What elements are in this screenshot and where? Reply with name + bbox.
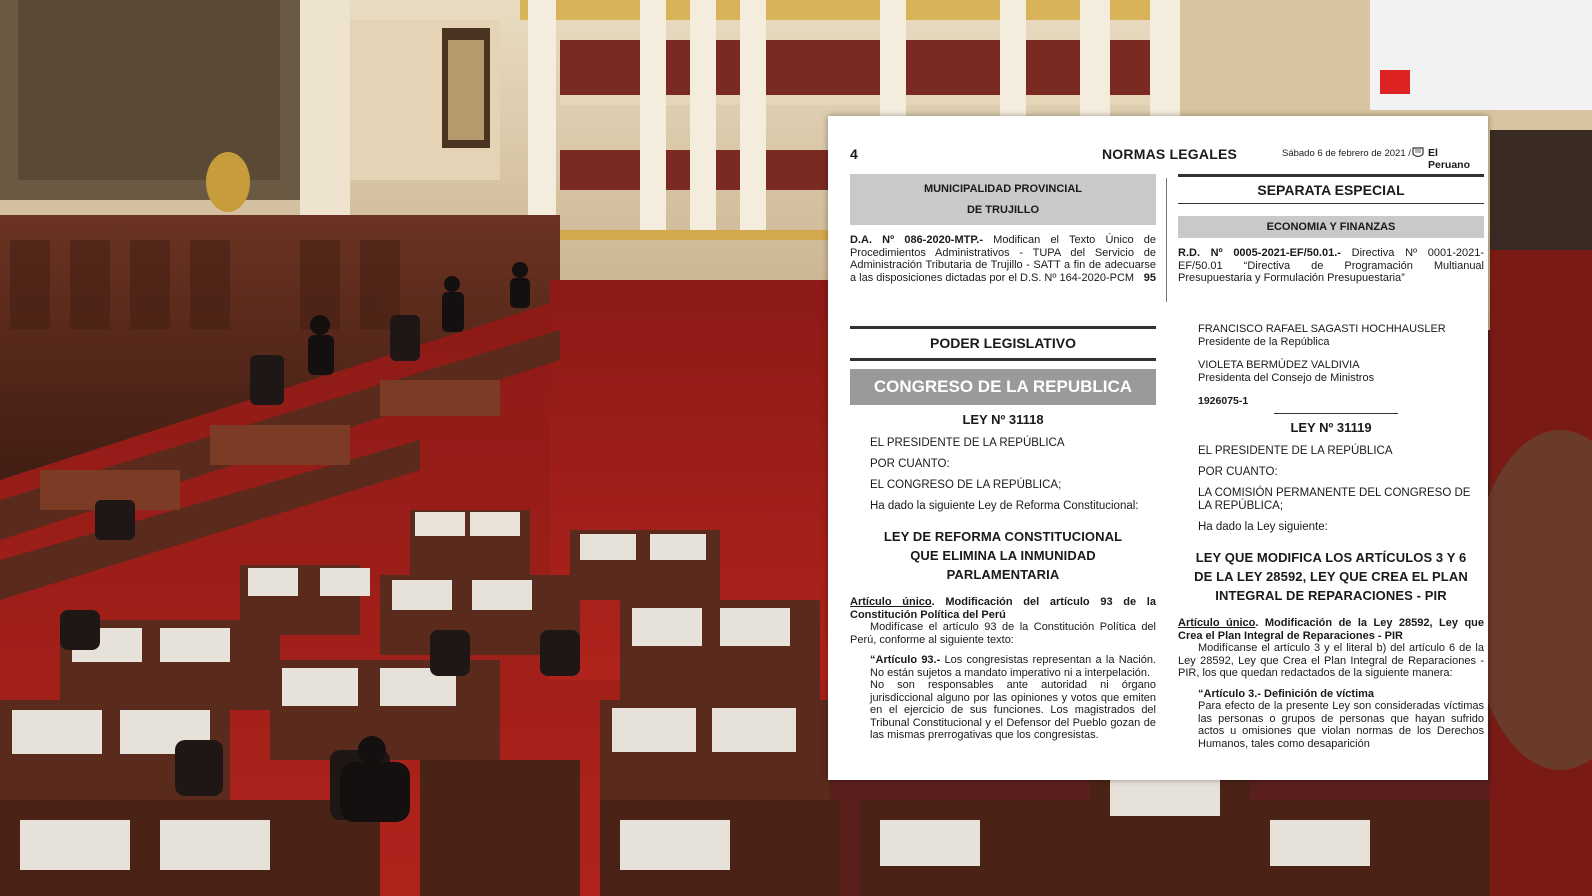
- peru-coat-of-arms-icon: [1411, 146, 1425, 160]
- law-headline: [1178, 548, 1484, 605]
- paragraph: LA COMISIÓN PERMANENTE DEL CONGRESO DE LA REPÚBLICA;: [1198, 487, 1471, 512]
- signer-role: Presidente de la República: [1198, 336, 1330, 348]
- signer-role: Presidenta del Consejo de Ministros: [1198, 372, 1375, 384]
- page-header: [850, 146, 1471, 171]
- quote-text: Los congresistas representan a la Nación. No están sujetos a mandato imperativo ni a interpelación.: [870, 654, 1156, 679]
- article-label: Artículo único: [1178, 617, 1256, 629]
- entry-text: Directiva Nº 0001-2021-EF/50.01 “Directiva de Programación Multianual Presupuestaria y Formulación Presupuestaria”: [1178, 247, 1485, 284]
- publication-name: El Peruano: [1428, 147, 1471, 171]
- poder-legislativo-heading: PODER LEGISLATIVO: [850, 326, 1156, 361]
- law-number: LEY Nº 31118: [962, 412, 1044, 427]
- right-summary-column: [1178, 174, 1484, 285]
- paragraph: POR CUANTO:: [1198, 466, 1278, 478]
- entry-page-ref: 95: [1143, 272, 1156, 284]
- signer-name: FRANCISCO RAFAEL SAGASTI HOCHHAUSLER: [1198, 323, 1446, 335]
- municipality-line1: MUNICIPALIDAD PROVINCIAL: [923, 183, 1083, 195]
- headline-line: LEY QUE MODIFICA LOS ARTÍCULOS 3 Y 6: [1195, 550, 1467, 565]
- article-text: [850, 621, 1156, 646]
- headline-line: QUE ELIMINA LA INMUNIDAD: [910, 548, 1096, 563]
- municipality-line2: DE TRUJILLO: [966, 204, 1040, 216]
- column-divider: [1166, 178, 1167, 302]
- separata-heading: SEPARATA ESPECIAL: [1178, 174, 1484, 204]
- paragraph: EL CONGRESO DE LA REPÚBLICA;: [870, 479, 1062, 491]
- article-heading: [1178, 617, 1484, 642]
- law-31118: [850, 410, 1156, 742]
- article-title: . Modificación de la Ley 28592, Ley que Crea el Plan Integral de Reparaciones - PIR: [1178, 617, 1484, 642]
- publication-date: Sábado 6 de febrero de 2021 /: [1282, 148, 1411, 159]
- article-heading: [850, 596, 1156, 621]
- signer-name: VIOLETA BERMÚDEZ VALDIVIA: [1198, 359, 1360, 371]
- congreso-heading: CONGRESO DE LA REPUBLICA: [850, 369, 1156, 405]
- paragraph: EL PRESIDENTE DE LA REPÚBLICA: [1198, 445, 1393, 457]
- article-body: Modifícase el artículo 93 de la Constitución Política del Perú, conforme al siguiente texto:: [850, 621, 1156, 646]
- article-label: Artículo único: [850, 596, 932, 608]
- municipality-box: [850, 174, 1156, 225]
- headline-line: INTEGRAL DE REPARACIONES - PIR: [1215, 588, 1447, 603]
- headline-line: PARLAMENTARIA: [946, 567, 1060, 582]
- quoted-article-cont: No son responsables ante autoridad ni órgano jurisdiccional alguno por las opiniones y votos que emiten en el ejercicio de sus funciones. Los magistrados del Tribunal Constitucional y el Defensor del Pueblo gozan de las mismas prerrogativas que los congresistas.: [870, 679, 1156, 741]
- entry-code: R.D. Nº 0005-2021-EF/50.01.-: [1178, 247, 1341, 259]
- quoted-article: [850, 654, 1156, 679]
- left-summary-column: [850, 174, 1156, 284]
- quoted-article: [1178, 688, 1484, 701]
- paragraph: Ha dado la siguiente Ley de Reforma Constitucional:: [870, 500, 1139, 512]
- headline-line: LEY DE REFORMA CONSTITUCIONAL: [883, 529, 1123, 544]
- signature-block: [1178, 359, 1484, 385]
- law-number: LEY Nº 31119: [1290, 420, 1372, 435]
- document-code: 1926075-1: [1198, 395, 1249, 407]
- short-rule: [1274, 413, 1398, 414]
- paragraph: EL PRESIDENTE DE LA REPÚBLICA: [870, 437, 1065, 449]
- quote-label: “Artículo 93.-: [870, 654, 941, 666]
- summary-entry: [850, 234, 1156, 284]
- entry-code: D.A. Nº 086-2020-MTP.-: [850, 234, 983, 246]
- newspaper-page: [828, 116, 1488, 780]
- article-title: . Modificación del artículo 93 de la Constitución Política del Perú: [850, 596, 1156, 621]
- article-body: Modifícanse el artículo 3 y el literal b) del artículo 6 de la Ley 28592, Ley que Crea el Plan Integral de Reparaciones - PIR, los que quedan redactados de la siguiente manera:: [1178, 642, 1484, 679]
- entry-text: Modifican el Texto Único de Procedimientos Administrativos - TUPA del Servicio de Administración Tributaria de Trujillo - SATT a fin de adecuarse a las disposiciones dictadas por el D.S. Nº 164-2020-PCM: [850, 234, 1156, 284]
- paragraph: Ha dado la Ley siguiente:: [1198, 521, 1328, 533]
- law-31119: [1178, 323, 1484, 750]
- summary-entry: [1178, 247, 1484, 285]
- quoted-article-cont: Para efecto de la presente Ley son consideradas víctimas las personas o grupos de personas que hayan sufrido actos u omisiones que violan normas de los Derechos Humanos, tales como desaparición: [1198, 700, 1484, 750]
- section-title: NORMAS LEGALES: [1102, 146, 1238, 162]
- quote-label: “Artículo 3.- Definición de víctima: [1198, 687, 1375, 700]
- page-number: 4: [850, 146, 858, 162]
- law-headline: [850, 527, 1156, 584]
- economy-box: ECONOMIA Y FINANZAS: [1178, 216, 1484, 238]
- paragraph: POR CUANTO:: [870, 458, 950, 470]
- headline-line: DE LA LEY 28592, LEY QUE CREA EL PLAN: [1194, 569, 1468, 584]
- signature-block: [1178, 323, 1484, 349]
- article-text: [1178, 642, 1484, 680]
